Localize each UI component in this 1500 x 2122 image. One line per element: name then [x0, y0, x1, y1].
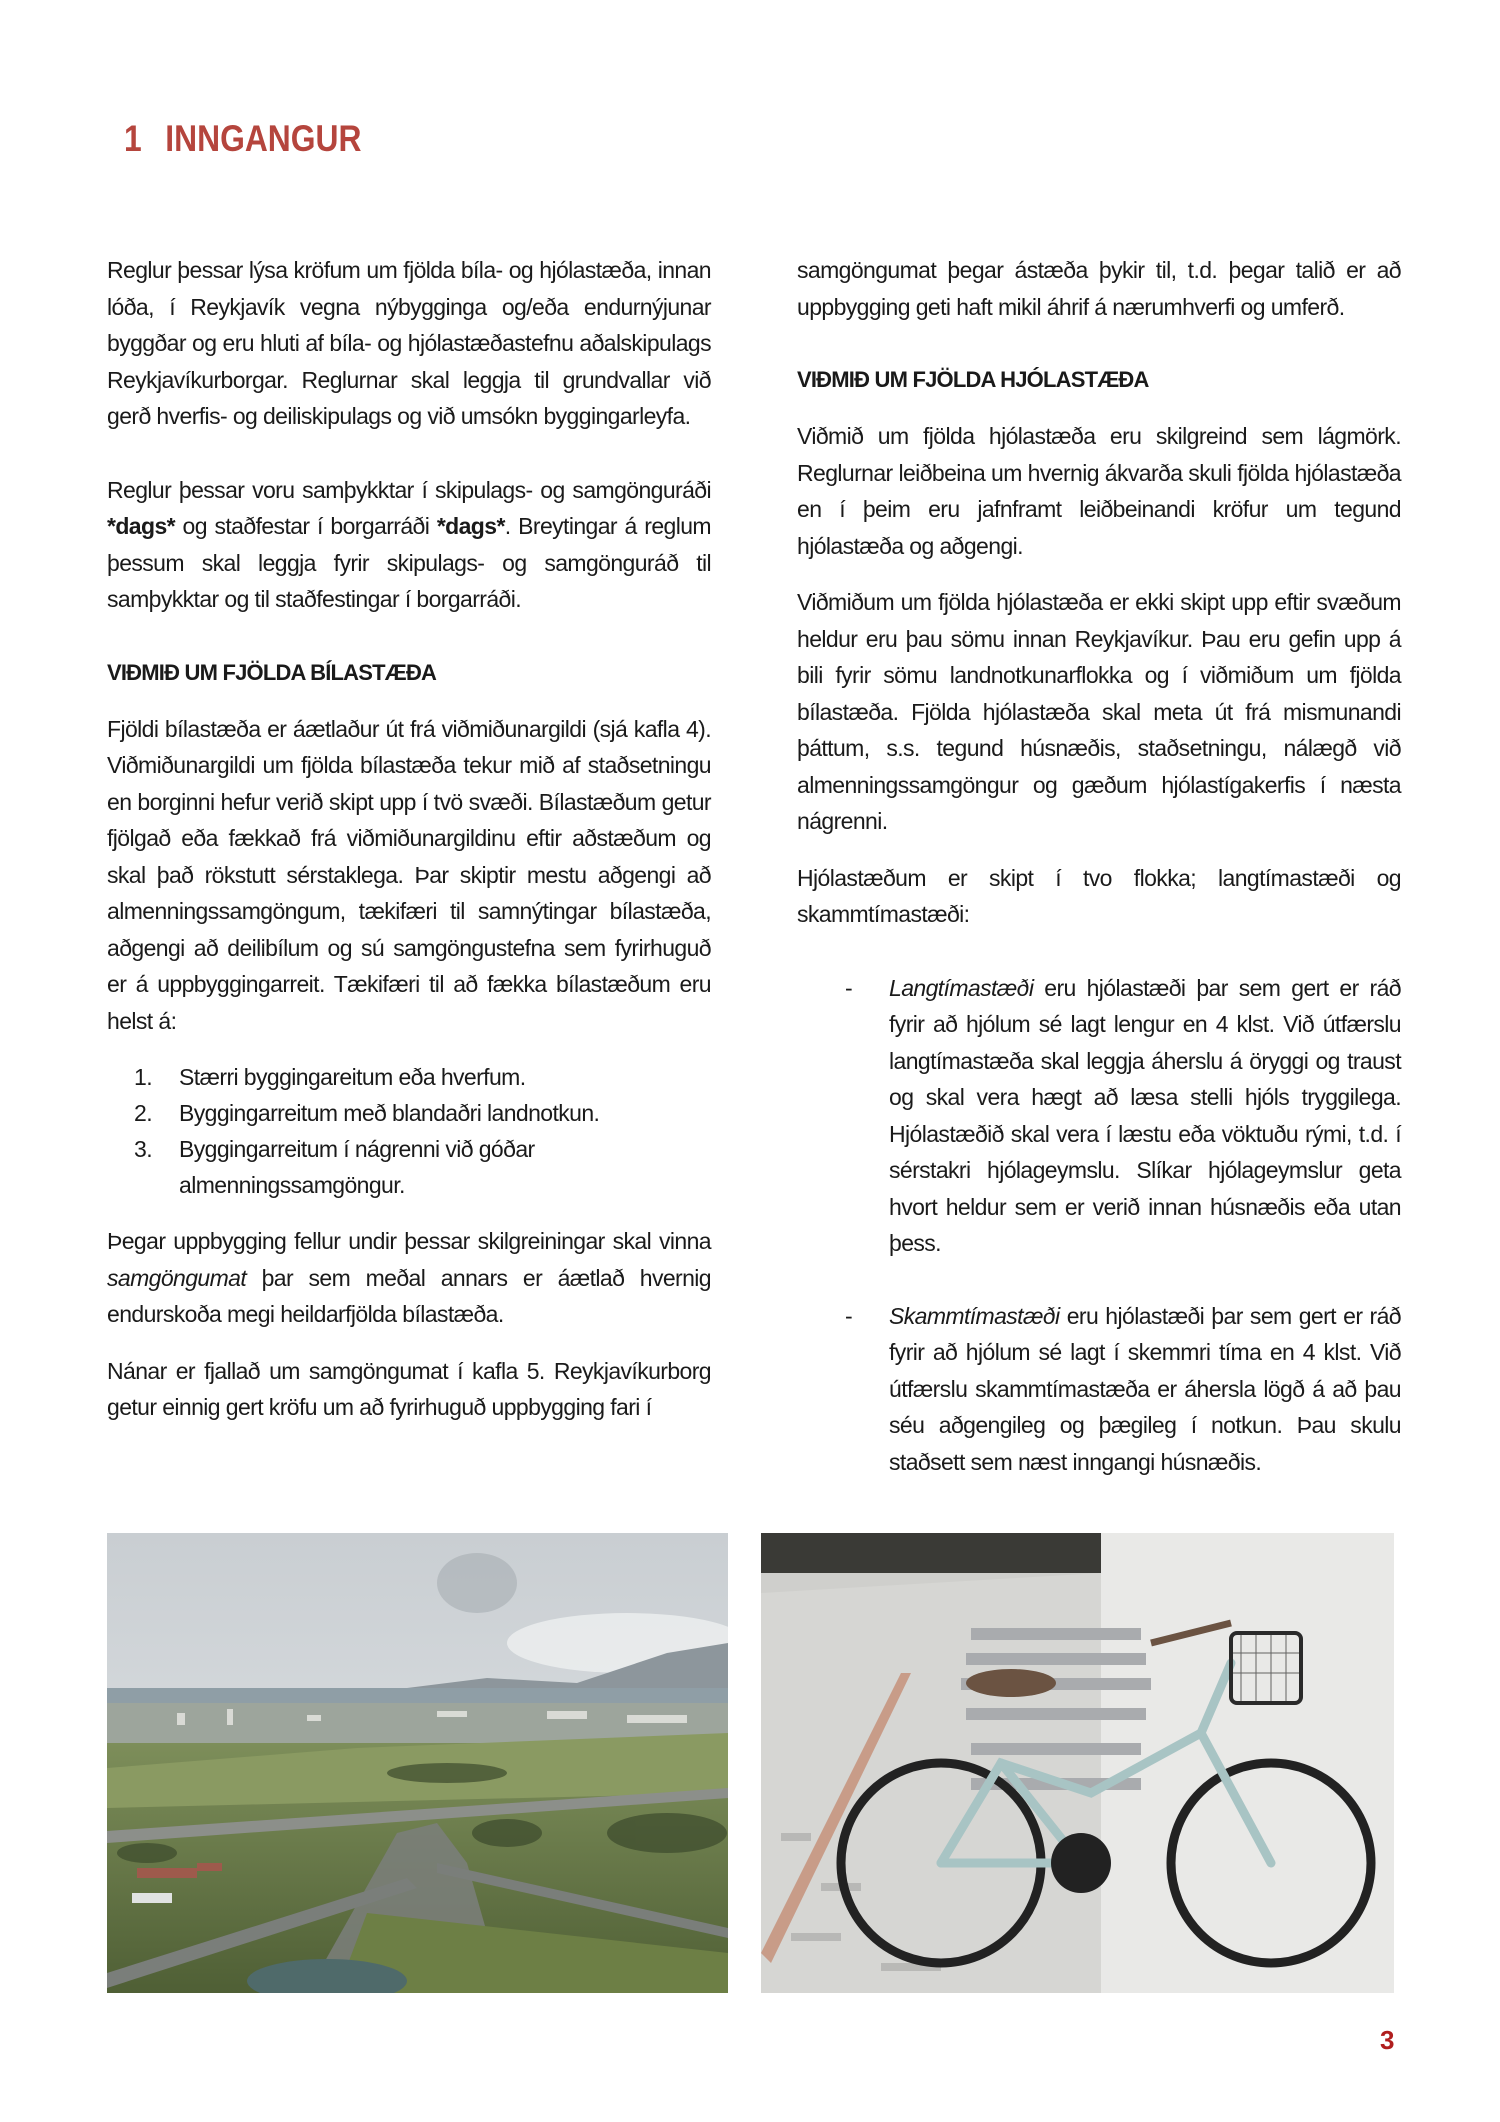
chapter-number: 1 — [124, 118, 142, 159]
intro-paragraph: Reglur þessar lýsa kröfum um fjölda bíla- og hjólastæða, innan lóða, í Reykjavík vegna nýbygginga og/eða endurnýjunar byggðar og eru hluti af bíla- og hjólastæðastefnu aðalskipulags Reykjavíkurborgar. Reglurnar skal leggja til grundvallar við gerð hverfis- og deiliskipulags og við umsókn byggingarleyfa. — [107, 257, 711, 429]
bike-paragraph-2: Viðmiðum um fjölda hjólastæða er ekki skipt upp eftir svæðum heldur eru þau sömu innan Reykjavíkur. Þau eru gefin upp á bili fyrir sömu landnotkunarflokka og í viðmiðum um fjölda bílastæða. Fjölda hjólastæða skal meta út frá mismunandi þáttum, s.s. tegund húsnæðis, staðsetningu, nálægð við almenningssamgöngur og gæðum hjólastígakerfis í næsta nágrenni. — [797, 589, 1401, 834]
aerial-landscape-image — [107, 1533, 728, 1993]
chapter-heading — [124, 118, 362, 160]
aerial-city-photo — [107, 1533, 728, 1993]
bullet-long-term-parking: - Langtímastæði eru hjólastæði þar sem gert er ráð fyrir að hjólum sé lagt lengur en 4 klst. Við útfærslu langtímastæða skal leggja áherslu á öryggi og traust og skal vera hægt að læsa stelli hjóls tryggilega. Hjólastæðið skal vera í læstu eða vöktuðu rými, t.d. í sérstakri hjólageymslu. Slíkar hjólageymslur geta hvort heldur sem er verið innan húsnæðis eða utan þess. — [797, 970, 1401, 1262]
approval-date-placeholder: *dags* — [107, 513, 175, 539]
right-column — [797, 252, 1401, 1516]
bullet-short-term-parking: - Skammtímastæði eru hjólastæði þar sem gert er ráð fyrir að hjólum sé lagt í skemmri tíma en 4 klst. Við útfærslu skammtímastæða er áhersla lögð á að þau séu aðgengileg og þægileg í notkun. Þau skulu staðsett sem næst inngangi húsnæðis. — [797, 1298, 1401, 1481]
confirmation-date-placeholder: *dags* — [436, 513, 505, 539]
dash-bullet-icon: - — [845, 1302, 853, 1329]
car-parking-paragraph: Fjöldi bílastæða er áætlaður út frá viðmiðunargildi (sjá kafla 4). Viðmiðunargildi um fjölda bílastæða tekur mið af staðsetningu en borginni hefur verið skipt upp í tvö svæði. Bílastæðum getur fjölgað eða fækkað frá viðmiðunargildinu eftir aðstæðum og skal það rökstutt sérstaklega. Þar skiptir mestu aðgengi að almenningssamgöngum, tækifæri til samnýtingar bílastæða, aðgengi að deilibílum og sú samgöngustefna sem fyrirhuguð er á uppbyggingarreit. Tækifæri til að fækka bílastæðum eru helst á: — [107, 715, 711, 1034]
bicycle-rack-photo — [761, 1533, 1394, 1993]
continuation-paragraph: samgöngumat þegar ástæða þykir til, t.d. þegar talið er að uppbygging geti haft mikil áhrif á nærumhverfi og umferð. — [797, 257, 1401, 320]
page-number: 3 — [1380, 2025, 1395, 2055]
list-item: 1. Stærri byggingareitum eða hverfum. — [134, 1064, 526, 1090]
bullet-term: Langtímastæði — [889, 974, 1034, 1001]
approval-paragraph: Reglur þessar voru samþykktar í skipulags- og samgönguráði *dags* og staðfestar í borgarráði *dags*. Breytingar á reglum þessum skal leggja fyrir skipulags- og samgönguráð til samþykktar og til staðfestingar í borgarráði. — [107, 476, 711, 612]
bullet-term: Skammtímastæði — [889, 1302, 1060, 1329]
car-parking-section-heading: VIÐMIÐ UM FJÖLDA BÍLASTÆÐA — [107, 659, 437, 685]
list-item: 3. Byggingarreitum í nágrenni við góðar almenningssamgöngur. — [134, 1136, 535, 1198]
left-column — [107, 252, 711, 1446]
parking-reduction-list — [107, 1059, 711, 1203]
bike-paragraph-3: Hjólastæðum er skipt í tvo flokka; langtímastæði og skammtímastæði: — [797, 864, 1401, 927]
closing-paragraph: Nánar er fjallað um samgöngumat í kafla 5. Reykjavíkurborg getur einnig gert kröfu um að fyrirhuguð uppbygging fari í — [107, 1357, 711, 1420]
dash-bullet-icon: - — [845, 974, 853, 1001]
chapter-title: INNGANGUR — [165, 118, 362, 159]
transport-assessment-term: samgöngumat — [107, 1264, 247, 1291]
assessment-paragraph: Þegar uppbygging fellur undir þessar skilgreiningar skal vinna samgöngumat þar sem meðal annars er áætlað hvernig endurskoða megi heildarfjölda bílastæða. — [107, 1228, 711, 1327]
bike-parking-section-heading: VIÐMIÐ UM FJÖLDA HJÓLASTÆÐA — [797, 367, 1149, 392]
bicycle-image — [761, 1533, 1394, 1993]
bike-paragraph-1: Viðmið um fjölda hjólastæða eru skilgreind sem lágmörk. Reglurnar leiðbeina um hvernig ákvarða skuli fjölda hjólastæða en í þeim eru jafnframt leiðbeinandi kröfur um tegund hjólastæða og aðgengi. — [797, 423, 1401, 559]
list-item: 2. Byggingarreitum með blandaðri landnotkun. — [134, 1100, 600, 1126]
